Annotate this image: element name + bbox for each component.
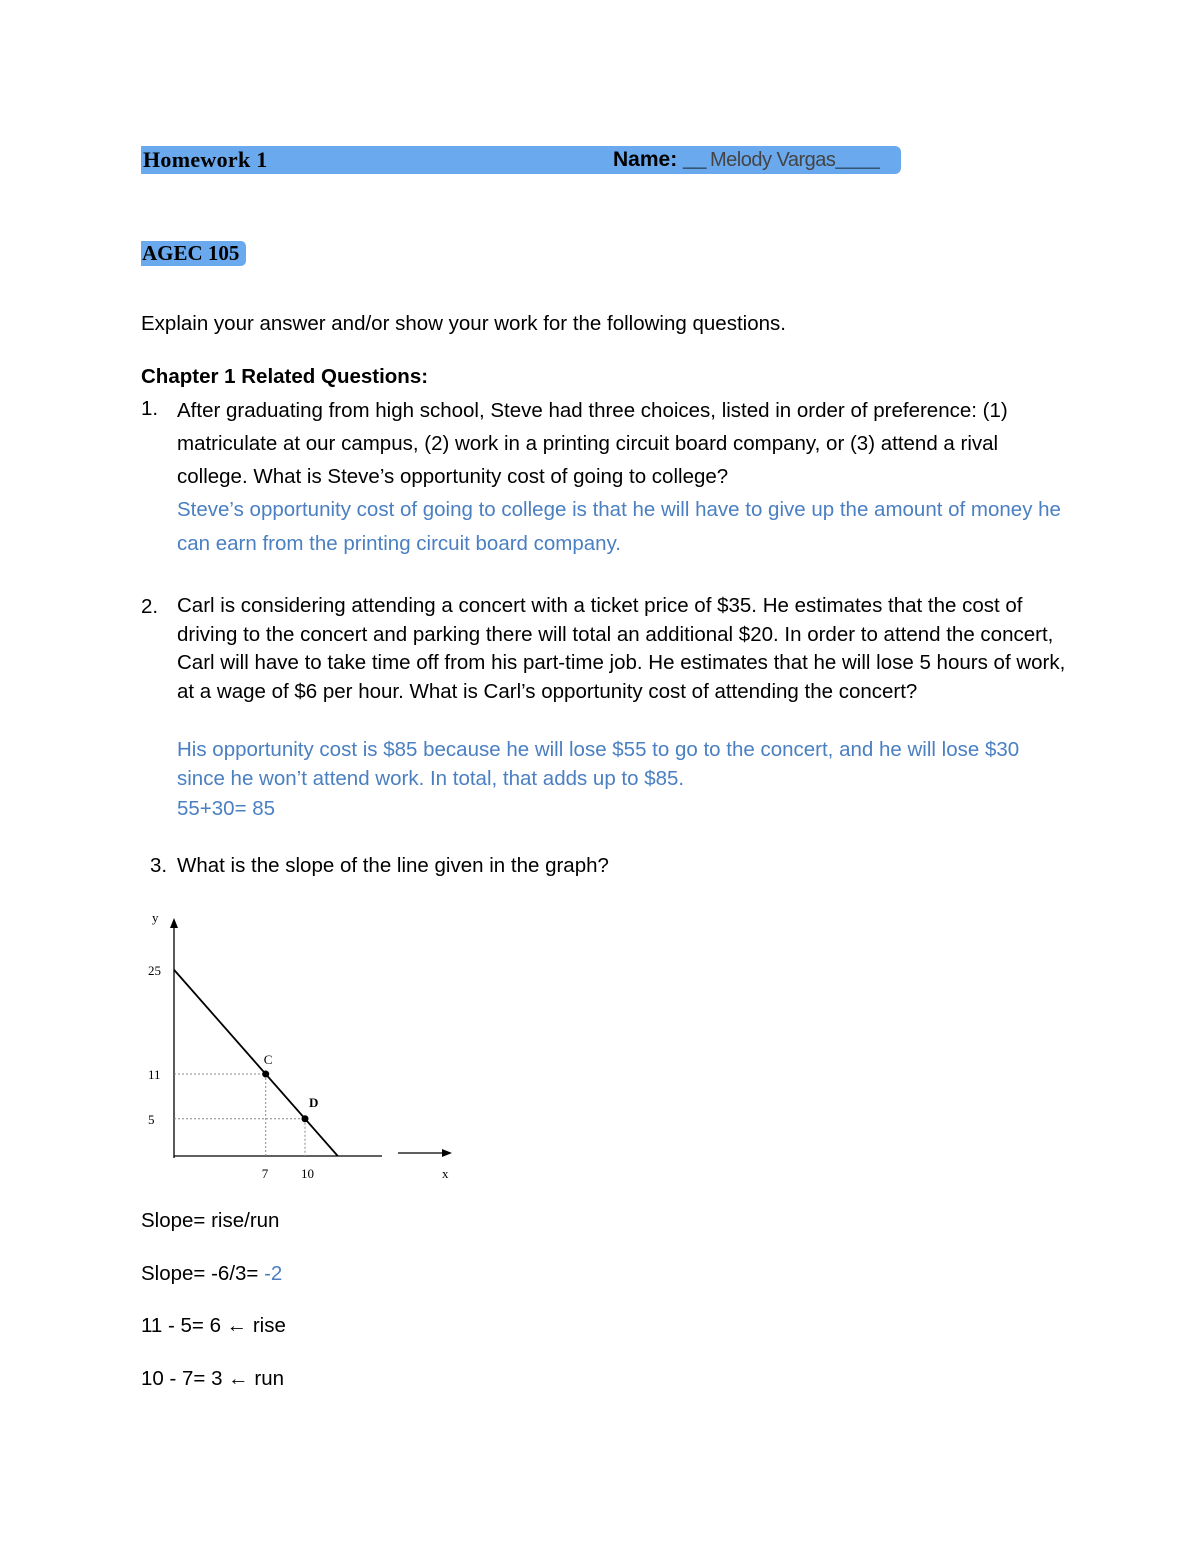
point-c [262, 1071, 269, 1078]
section-title: Chapter 1 Related Questions: [141, 365, 429, 388]
question-2-number: 2. [141, 595, 159, 618]
question-2-text: Carl is considering attending a concert with a ticket price of $35. He estimates that the cost of driving to the concert and parking there will total an additional $20. In order to attend the concert, Carl will have to take time off from his part-time job. He estimates that he will lose 5 hours of work, at a wage of $6 per hour. What is Carl’s opportunity cost of attending the concert? [177, 594, 1066, 703]
slope-result [141, 1262, 282, 1286]
point-c-label: C [263, 1052, 273, 1068]
slope-formula: Slope= rise/run [141, 1209, 280, 1232]
y-tick-25: 25 [148, 962, 161, 978]
instructions: Explain your answer and/or show your work for the following questions. [141, 312, 786, 335]
point-d-label: D [309, 1094, 319, 1110]
series-line [174, 970, 338, 1156]
slope-graph [130, 900, 470, 1195]
x-axis-arrow [442, 1149, 452, 1157]
question-2-answer: His opportunity cost is $85 because he will lose $55 to go to the concert, and he will lose $30 since he won’t attend work. In total, that adds up to $85. [177, 738, 1020, 790]
run-calc: 10 - 7= 3 ← run [141, 1367, 285, 1390]
x-axis-label: x [442, 1166, 449, 1181]
question-1-answer: Steve’s opportunity cost of going to college is that he will have to give up the amount of money he can earn from the printing circuit board company. [177, 498, 1061, 555]
question-1-text: After graduating from high school, Steve had three choices, listed in order of preference: (1) matriculate at our campus, (2) work in a printing circuit board company, or (3) attend a rival college. What is Steve’s opportunity cost of going to college? [177, 399, 1008, 488]
student-name [710, 149, 880, 172]
student-name-text: Melody Vargas [710, 149, 836, 171]
name-label [613, 148, 706, 172]
question-3-text: What is the slope of the line given in the graph? [177, 854, 609, 877]
question-2-calculation: 55+30= 85 [177, 797, 276, 820]
slope-answer: -2 [264, 1262, 283, 1285]
question-1-number: 1. [141, 397, 159, 420]
y-axis-arrow [170, 918, 178, 928]
y-tick-5: 5 [148, 1111, 155, 1127]
y-tick-11: 11 [148, 1067, 161, 1083]
name-label-text: Name: __ [613, 148, 707, 171]
homework-title: Homework 1 [143, 147, 268, 172]
rise-calc: 11 - 5= 6 ← rise [141, 1314, 286, 1337]
y-axis-label: y [152, 910, 159, 925]
slope-calc: Slope= -6/3= [141, 1262, 265, 1285]
x-tick-10: 10 [301, 1166, 314, 1181]
point-d [302, 1115, 309, 1122]
course-code: AGEC 105 [142, 241, 240, 265]
name-underline: ____ [835, 149, 880, 171]
x-tick-7: 7 [261, 1166, 269, 1181]
question-3-number: 3. [150, 854, 168, 877]
